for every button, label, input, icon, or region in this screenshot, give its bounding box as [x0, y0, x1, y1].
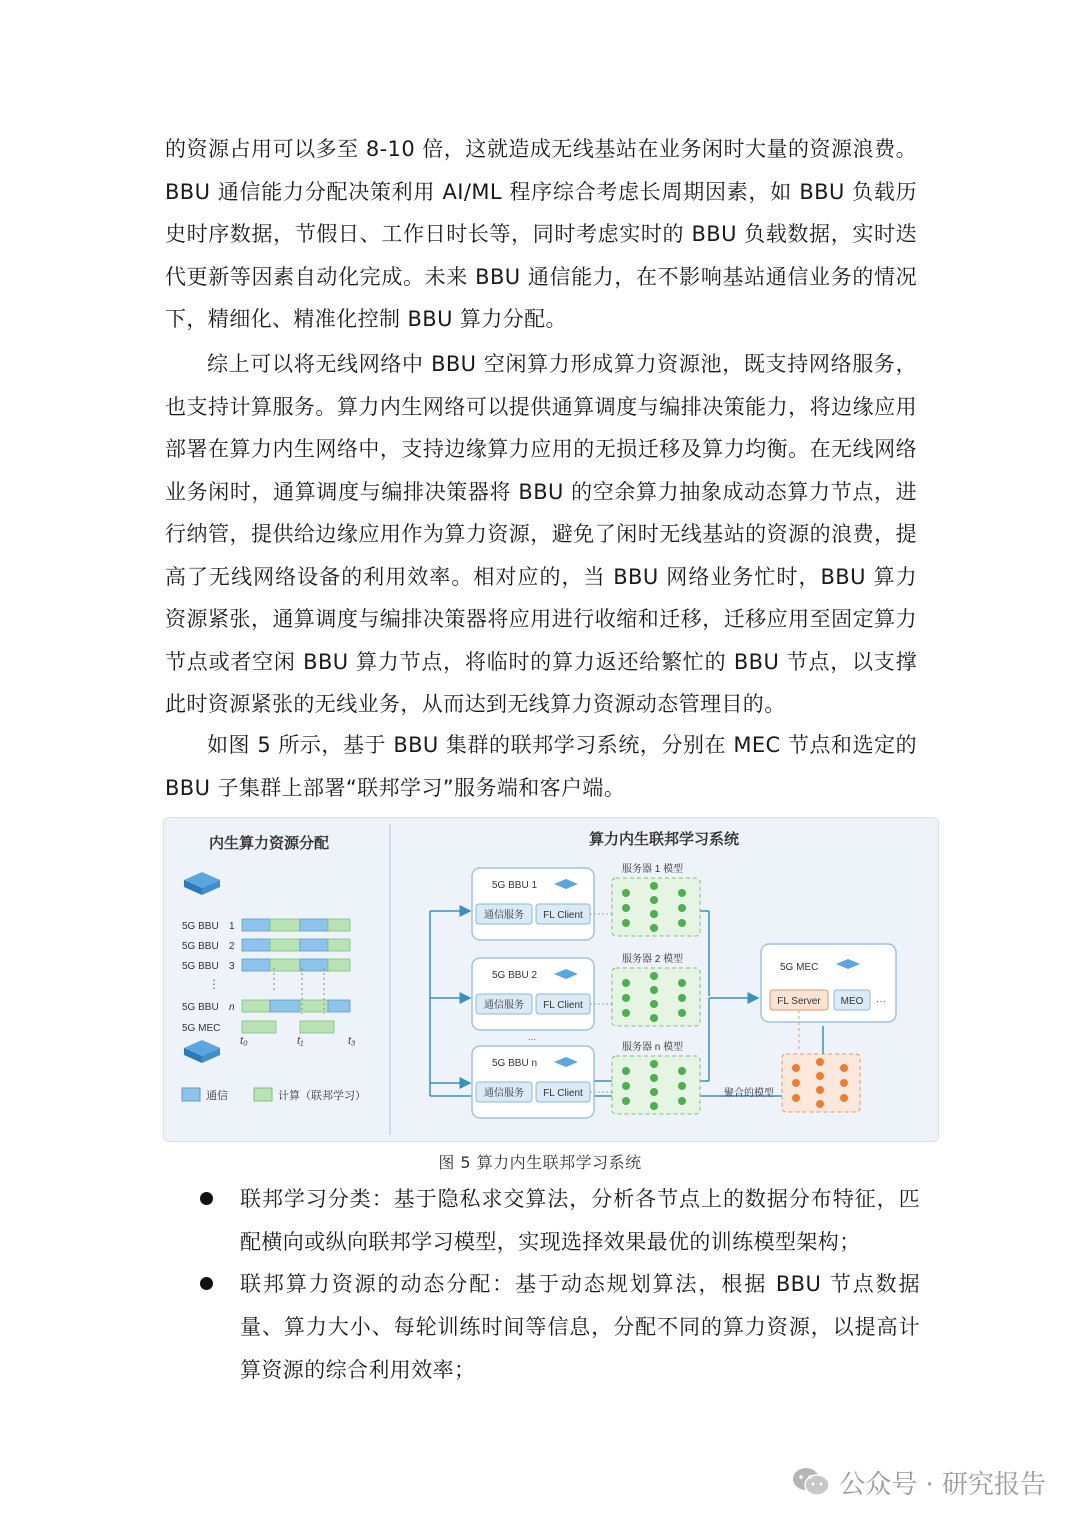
aggregated-node: [816, 1086, 824, 1094]
allocation-segment: [328, 939, 350, 951]
model-node: [650, 1014, 658, 1022]
paragraph-3: 如图 5 所示，基于 BBU 集群的联邦学习系统，分别在 MEC 节点和选定的 BBU 子集群上部署“联邦学习”服务端和客户端。: [165, 733, 917, 800]
allocation-segment: [270, 919, 300, 931]
model-node: [650, 1000, 658, 1008]
mec-label: 5G MEC: [780, 962, 819, 973]
row-index: 3: [229, 961, 235, 972]
model-node: [622, 994, 630, 1002]
wechat-icon: [791, 1466, 831, 1498]
server-model-label: 服务器 1 模型: [622, 864, 684, 875]
allocation-segment: [328, 1000, 350, 1012]
allocation-segment: [242, 939, 270, 951]
figure-5: [163, 817, 939, 1142]
bullet-text: 联邦算力资源的动态分配：基于动态规划算法，根据 BBU 节点数据量、算力大小、每轮训练时间等信息，分配不同的算力资源，以提高计算资源的综合利用效率；: [240, 1272, 920, 1382]
aggregated-node: [792, 1094, 800, 1102]
figure-caption: 图 5 算力内生联邦学习系统: [438, 1153, 642, 1172]
model-node: [678, 904, 686, 912]
paragraph-2: 综上可以将无线网络中 BBU 空闲算力形成算力资源池，既支持网络服务，也支持计算服务。算力内生网络可以提供通算调度与编排决策能力，将边缘应用部署在算力内生网络中，支持边缘算力应用的无损迁移及算力均衡。在无线网络业务闲时，通算调度与编排决策器将 BBU 的空余算力抽象成动态算力节点，进行纳管，提供给边缘应用作为算力资源，避免了闲时无线基站的资源的浪费，提高了无线网络设备的利用效率。相对应的，当 BBU 网络业务忙时，BBU 算力资源紧张，通算调度与编排决策器将应用进行收缩和迁移，迁移应用至固定算力节点或者空闲 BBU 算力节点，将临时的算力返还给繁忙的 BBU 节点，以支撑此时资源紧张的无线业务，从而达到无线算力资源动态管理目的。: [165, 352, 917, 716]
model-node: [650, 1102, 658, 1110]
allocation-segment: [300, 1021, 334, 1033]
allocation-segment: [328, 919, 350, 931]
fl-server-label: FL Server: [777, 996, 821, 1007]
model-node: [650, 972, 658, 980]
model-node: [678, 1067, 686, 1075]
aggregated-node: [840, 1064, 848, 1072]
bbu-ellipsis: ...: [528, 1032, 537, 1043]
row-index: 2: [229, 941, 235, 952]
watermark-text: 公众号 · 研究报告: [839, 1469, 1046, 1500]
mec-box: [761, 944, 896, 1022]
row-index: 1: [229, 921, 235, 932]
comm-service-label: 通信服务: [484, 910, 524, 921]
allocation-rows: [182, 919, 350, 1034]
model-node: [678, 1009, 686, 1017]
row-vdots: ⋮: [208, 977, 220, 991]
bbu-device-icon: [184, 872, 220, 895]
bbu-title: 5G BBU 1: [492, 880, 538, 891]
meo-label: MEO: [840, 996, 864, 1007]
row-label: 5G BBU: [182, 941, 219, 952]
bbu-boxes: [472, 862, 700, 1118]
allocation-segment: [242, 919, 270, 931]
bullet-dot: [200, 1192, 213, 1205]
comm-service-label: 通信服务: [484, 1088, 524, 1099]
fl-client-label: FL Client: [543, 910, 583, 921]
allocation-segment: [300, 1000, 328, 1012]
allocation-segment: [242, 1000, 270, 1012]
model-node: [678, 889, 686, 897]
legend-compute-label: 计算（联邦学习）: [278, 1090, 366, 1102]
model-node: [650, 986, 658, 994]
bullet-item-2: [200, 1263, 920, 1392]
aggregated-model-label: 聚合的模型: [724, 1088, 774, 1099]
server-model-label: 服务器 2 模型: [622, 954, 684, 965]
bullet-dot: [200, 1277, 213, 1290]
legend-comm-label: 通信: [206, 1090, 228, 1102]
model-node: [622, 1097, 630, 1105]
allocation-segment: [270, 1000, 300, 1012]
model-node: [650, 1060, 658, 1068]
time-label-t0: t₀: [240, 1035, 248, 1047]
bullet-item-1: [200, 1178, 920, 1264]
comm-service-label: 通信服务: [484, 1000, 524, 1011]
model-node: [622, 1009, 630, 1017]
model-node: [622, 904, 630, 912]
allocation-segment: [270, 939, 300, 951]
right-panel-title: 算力内生联邦学习系统: [588, 831, 740, 848]
model-node: [622, 889, 630, 897]
bbu-title: 5G BBU n: [492, 1058, 538, 1069]
model-node: [678, 1082, 686, 1090]
mec-device-icon: [184, 1040, 220, 1063]
aggregated-node: [840, 1079, 848, 1087]
model-node: [650, 924, 658, 932]
allocation-segment: [242, 959, 270, 971]
fl-client-label: FL Client: [543, 1088, 583, 1099]
legend-compute-swatch: [254, 1088, 272, 1101]
model-node: [650, 882, 658, 890]
row-index: n: [229, 1002, 235, 1013]
figure-diagram: [164, 818, 938, 1141]
model-node: [650, 1074, 658, 1082]
bbu-title: 5G BBU 2: [492, 970, 538, 981]
aggregated-node: [816, 1072, 824, 1080]
allocation-segment: [242, 1021, 276, 1033]
allocation-segment: [328, 959, 350, 971]
model-node: [622, 979, 630, 987]
legend-comm-swatch: [182, 1088, 200, 1101]
row-label: 5G BBU: [182, 921, 219, 932]
mec-ellipsis: ···: [876, 996, 886, 1007]
allocation-segment: [300, 919, 328, 931]
aggregated-node: [792, 1079, 800, 1087]
model-node: [678, 1097, 686, 1105]
row-label: 5G BBU: [182, 1002, 219, 1013]
aggregated-node: [792, 1064, 800, 1072]
model-node: [650, 896, 658, 904]
left-panel-title: 内生算力资源分配: [208, 835, 330, 852]
aggregated-node: [840, 1094, 848, 1102]
fl-client-label: FL Client: [543, 1000, 583, 1011]
model-node: [678, 919, 686, 927]
row-label: 5G BBU: [182, 961, 219, 972]
model-node: [678, 979, 686, 987]
row-label: 5G MEC: [182, 1023, 221, 1034]
model-node: [650, 1088, 658, 1096]
model-node: [650, 910, 658, 918]
aggregated-node: [816, 1058, 824, 1066]
model-node: [678, 994, 686, 1002]
watermark: [791, 1462, 1046, 1502]
model-node: [622, 1067, 630, 1075]
bullet-text: 联邦学习分类：基于隐私求交算法，分析各节点上的数据分布特征，匹配横向或纵向联邦学习模型，实现选择效果最优的训练模型架构；: [240, 1187, 920, 1254]
allocation-segment: [300, 939, 328, 951]
model-node: [622, 1082, 630, 1090]
time-label-t1: t₁: [297, 1035, 304, 1047]
server-model-label: 服务器 n 模型: [622, 1042, 684, 1053]
aggregated-node: [816, 1100, 824, 1108]
paragraph-1: 的资源占用可以多至 8-10 倍，这就造成无线基站在业务闲时大量的资源浪费。BBU 通信能力分配决策利用 AI/ML 程序综合考虑长周期因素，如 BBU 负载历史时序数据，节假日、工作日时长等，同时考虑实时的 BBU 负载数据，实时迭代更新等因素自动化完成。未来 BBU 通信能力，在不影响基站通信业务的情况下，精细化、精准化控制 BBU 算力分配。: [165, 137, 917, 331]
model-node: [622, 919, 630, 927]
time-label-t3: t₃: [348, 1035, 356, 1047]
